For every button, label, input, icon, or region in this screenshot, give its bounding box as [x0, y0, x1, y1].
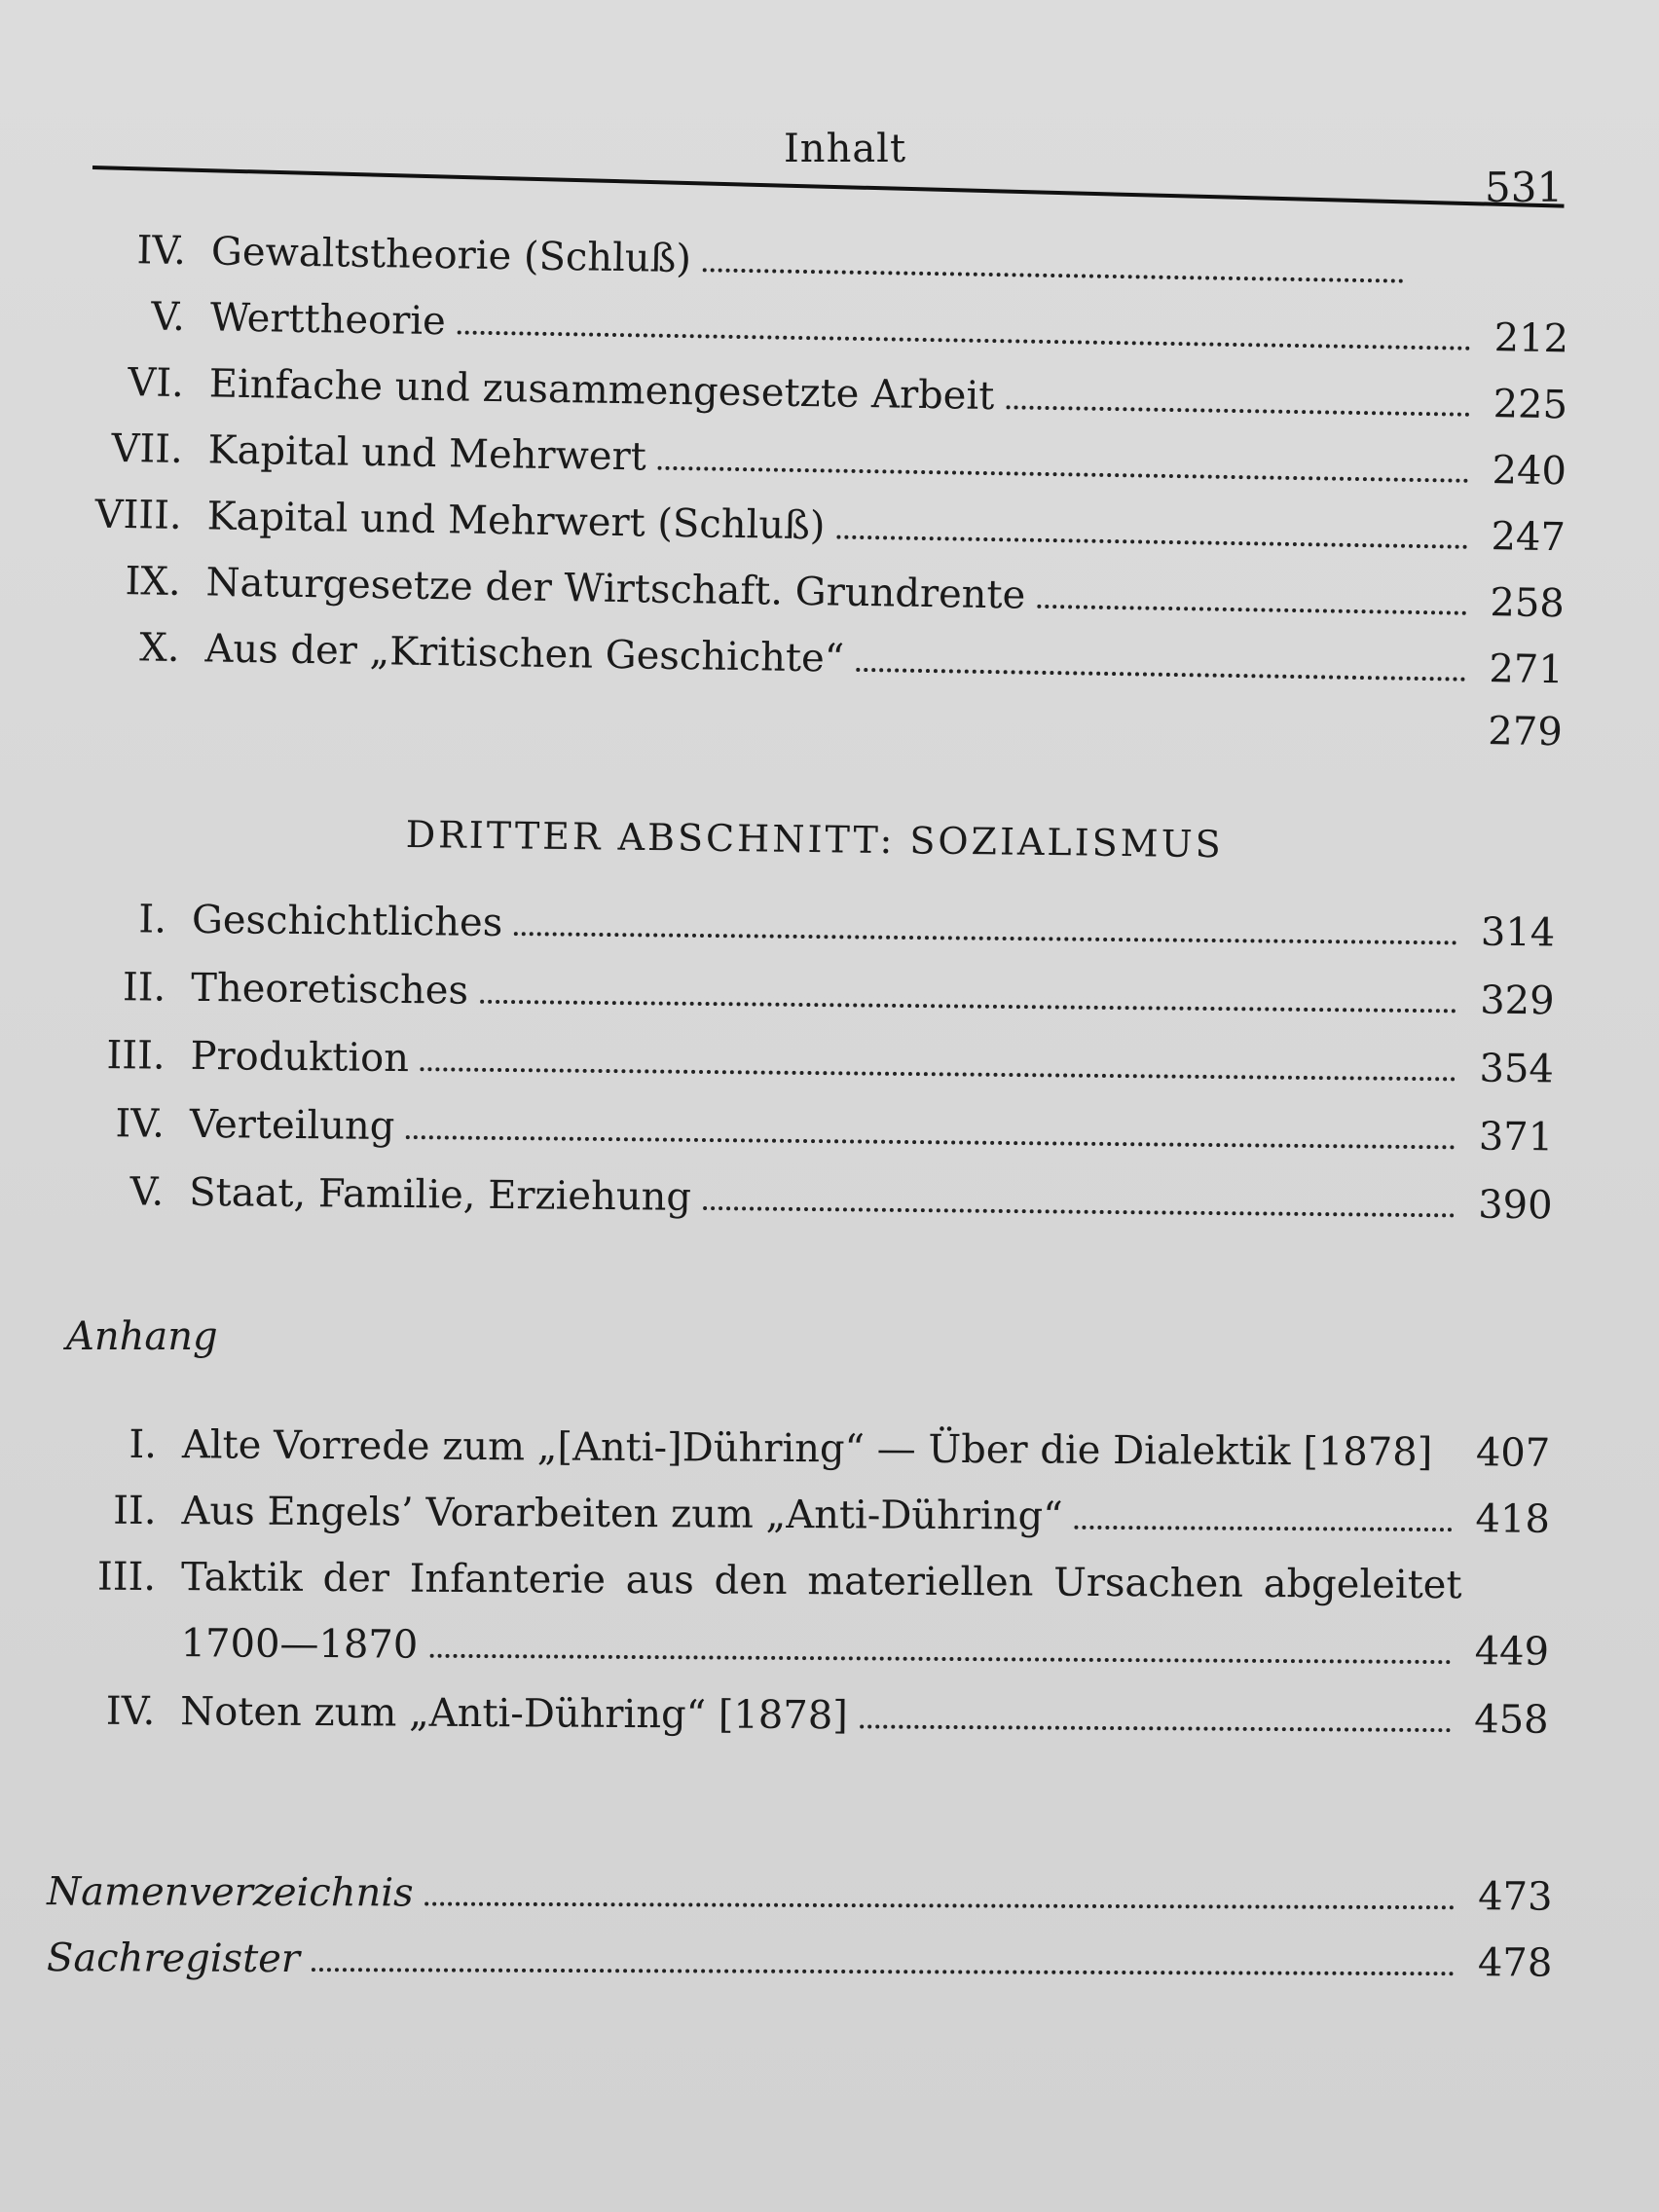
appendix-title: Noten zum „Anti-Dühring“ [1878] — [180, 1689, 848, 1739]
page-ref: 329 — [1479, 977, 1555, 1024]
toc-entry-line2 — [58, 1620, 1550, 1675]
chapter-title: Verteilung — [189, 1101, 395, 1149]
running-title: Inhalt — [784, 127, 907, 171]
dot-leader — [856, 668, 1465, 682]
toc-entry — [58, 1488, 1550, 1542]
toc-entry-index — [47, 1869, 1553, 1920]
toc-entry — [57, 1033, 1555, 1092]
dot-leader — [1037, 605, 1466, 615]
dot-leader — [836, 535, 1467, 549]
chapter-title: Staat, Familie, Erziehung — [189, 1169, 692, 1220]
dot-leader — [703, 1206, 1455, 1217]
page-ref: 371 — [1478, 1114, 1554, 1161]
dot-leader — [312, 1968, 1455, 1975]
page-ref: 240 — [1492, 448, 1567, 495]
header-rule — [92, 166, 1565, 208]
chapter-title: Werttheorie — [209, 295, 447, 345]
page-ref: 314 — [1480, 909, 1556, 956]
chapter-number: X. — [139, 625, 180, 671]
chapter-number: I. — [138, 897, 167, 942]
appendix-title: Aus Engels’ Vorarbeiten zum „Anti-Dühring“ — [181, 1489, 1063, 1539]
chapter-number: VII. — [111, 425, 184, 473]
appendix-title: Alte Vorrede zum „[Anti-]Dühring“ — Über die Dialektik [1878] — [181, 1422, 1433, 1476]
toc-entry — [64, 227, 1496, 294]
page-ref: 225 — [1493, 382, 1568, 428]
appendix-number: IV. — [105, 1688, 156, 1735]
appendix-number: II. — [113, 1488, 157, 1534]
appendix-number: I. — [129, 1421, 158, 1468]
page-ref: 478 — [1477, 1940, 1553, 1986]
chapter-title: Einfache und zusammengesetzte Arbeit — [208, 361, 995, 420]
chapter-title: Aus der „Kritischen Geschichte“ — [204, 626, 845, 682]
appendix-title-continued: 1700—1870 — [180, 1621, 419, 1668]
dot-leader — [703, 268, 1404, 282]
page-ref: 271 — [1489, 646, 1565, 693]
toc-entry — [57, 1101, 1554, 1161]
page-ref: 473 — [1478, 1874, 1553, 1920]
page-ref: 279 — [1488, 709, 1564, 756]
toc-entry — [60, 425, 1567, 495]
toc-entry — [59, 1421, 1551, 1476]
chapter-title: Naturgesetze der Wirtschaft. Grundrente — [205, 560, 1026, 618]
dot-leader — [429, 1654, 1451, 1664]
dot-leader — [406, 1135, 1456, 1149]
dot-leader — [480, 1000, 1456, 1014]
chapter-title: Kapital und Mehrwert (Schluß) — [206, 494, 826, 549]
appendix-number: III. — [96, 1554, 157, 1601]
chapter-number: II. — [122, 965, 166, 1011]
index-title: Sachregister — [46, 1936, 301, 1982]
indent-spacer — [58, 1655, 156, 1656]
section-heading: DRITTER ABSCHNITT: SOZIALISMUS — [405, 813, 1224, 866]
toc-entry-trailing-page — [1400, 708, 1564, 756]
page-ref: 407 — [1475, 1430, 1551, 1476]
page-number: 531 — [1485, 164, 1564, 211]
dot-leader — [860, 1724, 1451, 1732]
page-ref: 212 — [1493, 315, 1569, 362]
page-ref: 418 — [1475, 1496, 1550, 1542]
page-ref: 258 — [1490, 580, 1566, 627]
toc-entry — [61, 359, 1568, 428]
toc-entry — [63, 293, 1569, 362]
chapter-title: Produktion — [190, 1033, 410, 1082]
dot-leader — [1006, 405, 1469, 416]
dot-leader — [514, 932, 1457, 944]
dot-leader — [1075, 1526, 1453, 1531]
chapter-number: V. — [150, 294, 186, 341]
toc-entry — [57, 624, 1565, 693]
appendix-heading: Anhang — [66, 1314, 218, 1359]
chapter-number: IV. — [136, 228, 187, 275]
index-title: Namenverzeichnis — [47, 1869, 414, 1916]
chapter-number: VIII. — [94, 492, 183, 538]
appendix-title: Taktik der Infanterie aus den materiellen Ursachen abgeleitet — [180, 1555, 1462, 1608]
toc-entry — [58, 965, 1555, 1024]
toc-entry — [56, 1169, 1553, 1229]
toc-entry — [59, 897, 1556, 956]
page-ref: 390 — [1477, 1182, 1553, 1229]
toc-entry — [57, 1688, 1549, 1743]
dot-leader — [458, 330, 1471, 350]
dot-leader — [425, 1902, 1456, 1910]
chapter-number: III. — [106, 1033, 166, 1079]
toc-entry — [59, 492, 1567, 561]
chapter-number: V. — [129, 1169, 165, 1215]
page-ref: 354 — [1479, 1046, 1555, 1092]
page-ref: 458 — [1474, 1697, 1549, 1743]
toc-entry-index — [46, 1936, 1553, 1986]
page-ref: 247 — [1491, 514, 1567, 561]
page-ref: 449 — [1474, 1629, 1550, 1675]
toc-entry — [58, 558, 1566, 627]
dot-leader — [658, 466, 1469, 483]
chapter-title: Theoretisches — [191, 965, 469, 1014]
chapter-number: IX. — [125, 559, 181, 605]
chapter-number: VI. — [128, 360, 185, 407]
chapter-title: Gewaltstheorie (Schluß) — [210, 229, 692, 282]
toc-entry-line1 — [58, 1554, 1543, 1607]
page-ref — [1427, 283, 1495, 284]
dot-leader — [421, 1067, 1456, 1081]
chapter-title: Kapital und Mehrwert — [207, 427, 647, 480]
chapter-number: IV. — [115, 1101, 166, 1147]
chapter-title: Geschichtliches — [191, 897, 503, 945]
